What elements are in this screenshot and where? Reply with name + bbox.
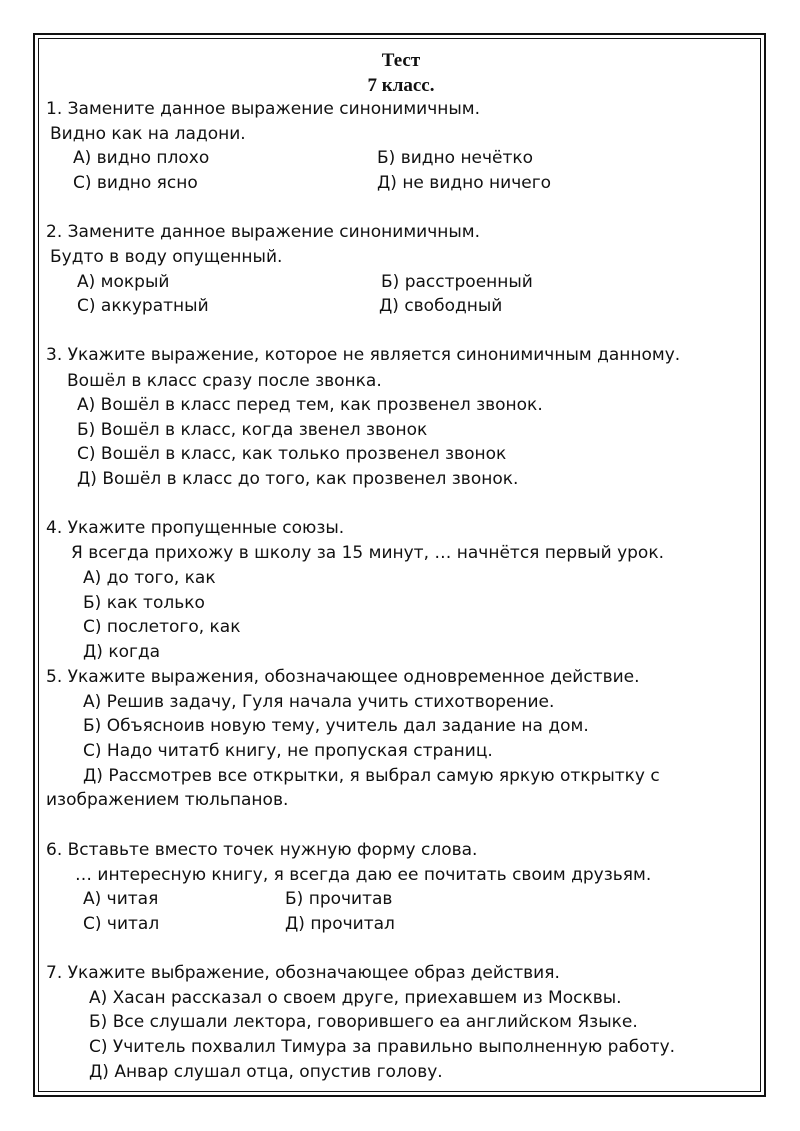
answer-option-d: Д) когда xyxy=(83,642,161,662)
answer-option-b: Б) расстроенный xyxy=(381,272,533,292)
answer-option-d: Д) Анвар слушал отца, опустив голову. xyxy=(89,1062,443,1082)
answer-option-c: С) Надо читатб книгу, не пропуская страниц. xyxy=(83,741,493,761)
answer-option-a: А) читая xyxy=(83,889,159,909)
answer-option-a: А) мокрый xyxy=(77,272,170,292)
answer-option-c: С) послетого, как xyxy=(83,617,241,637)
answer-option-d: Д) прочитал xyxy=(285,914,395,934)
answer-option-d: Д) Вошёл в класс до того, как прозвенел звонок. xyxy=(77,469,519,489)
answer-option-c: С) видно ясно xyxy=(73,173,198,193)
answer-option-a: А) до того, как xyxy=(83,568,216,588)
answer-option-b: Б) как только xyxy=(83,593,205,613)
question-phrase: Вошёл в класс сразу после звонка. xyxy=(67,371,382,391)
answer-option-d: Д) не видно ничего xyxy=(377,173,552,193)
question-prompt: 3. Укажите выражение, которое не является синонимичным данному. xyxy=(46,345,681,365)
question-prompt: 2. Замените данное выражение синонимичным. xyxy=(46,222,481,242)
answer-option-d: Д) свободный xyxy=(379,296,503,316)
question-prompt: 6. Вставьте вместо точек нужную форму слова. xyxy=(46,840,478,860)
grade-label: 7 класс. xyxy=(367,75,435,96)
question-prompt: 7. Укажите выбражение, обозначающее образ действия. xyxy=(46,963,560,983)
answer-option-a: А) Хасан рассказал о своем друге, приехавшем из Москвы. xyxy=(89,988,622,1008)
question-phrase: Будто в воду опущенный. xyxy=(50,247,283,267)
answer-option-d-continuation: изображением тюльпанов. xyxy=(46,790,289,810)
answer-option-a: А) Вошёл в класс перед тем, как прозвенел звонок. xyxy=(77,395,543,415)
question-phrase: Я всегда прихожу в школу за 15 минут, … начнётся первый урок. xyxy=(71,543,664,563)
answer-option-b: Б) Объясноив новую тему, учитель дал задание на дом. xyxy=(83,716,589,736)
page-title: Тест xyxy=(381,50,421,71)
answer-option-c: С) аккуратный xyxy=(77,296,209,316)
question-prompt: 5. Укажите выражения, обозначающее одновременное действие. xyxy=(46,667,640,687)
answer-option-d: Д) Рассмотрев все открытки, я выбрал самую яркую открытку с xyxy=(83,766,660,786)
question-prompt: 1. Замените данное выражение синонимичным. xyxy=(46,99,481,119)
answer-option-c: С) читал xyxy=(83,914,160,934)
answer-option-c: С) Учитель похвалил Тимура за правильно выполненную работу. xyxy=(89,1037,676,1057)
question-phrase: Видно как на ладони. xyxy=(50,124,246,144)
question-prompt: 4. Укажите пропущенные союзы. xyxy=(46,518,345,538)
answer-option-b: Б) Все слушали лектора, говорившего еа английском Языке. xyxy=(89,1012,638,1032)
answer-option-b: Б) Вошёл в класс, когда звенел звонок xyxy=(77,420,428,440)
answer-option-b: Б) видно нечётко xyxy=(377,148,534,168)
answer-option-c: С) Вошёл в класс, как только прозвенел звонок xyxy=(77,444,507,464)
answer-option-a: А) видно плохо xyxy=(73,148,210,168)
answer-option-b: Б) прочитав xyxy=(285,889,393,909)
answer-option-a: А) Решив задачу, Гуля начала учить стихотворение. xyxy=(83,692,555,712)
question-phrase: … интересную книгу, я всегда даю ее почитать своим друзьям. xyxy=(75,865,652,885)
